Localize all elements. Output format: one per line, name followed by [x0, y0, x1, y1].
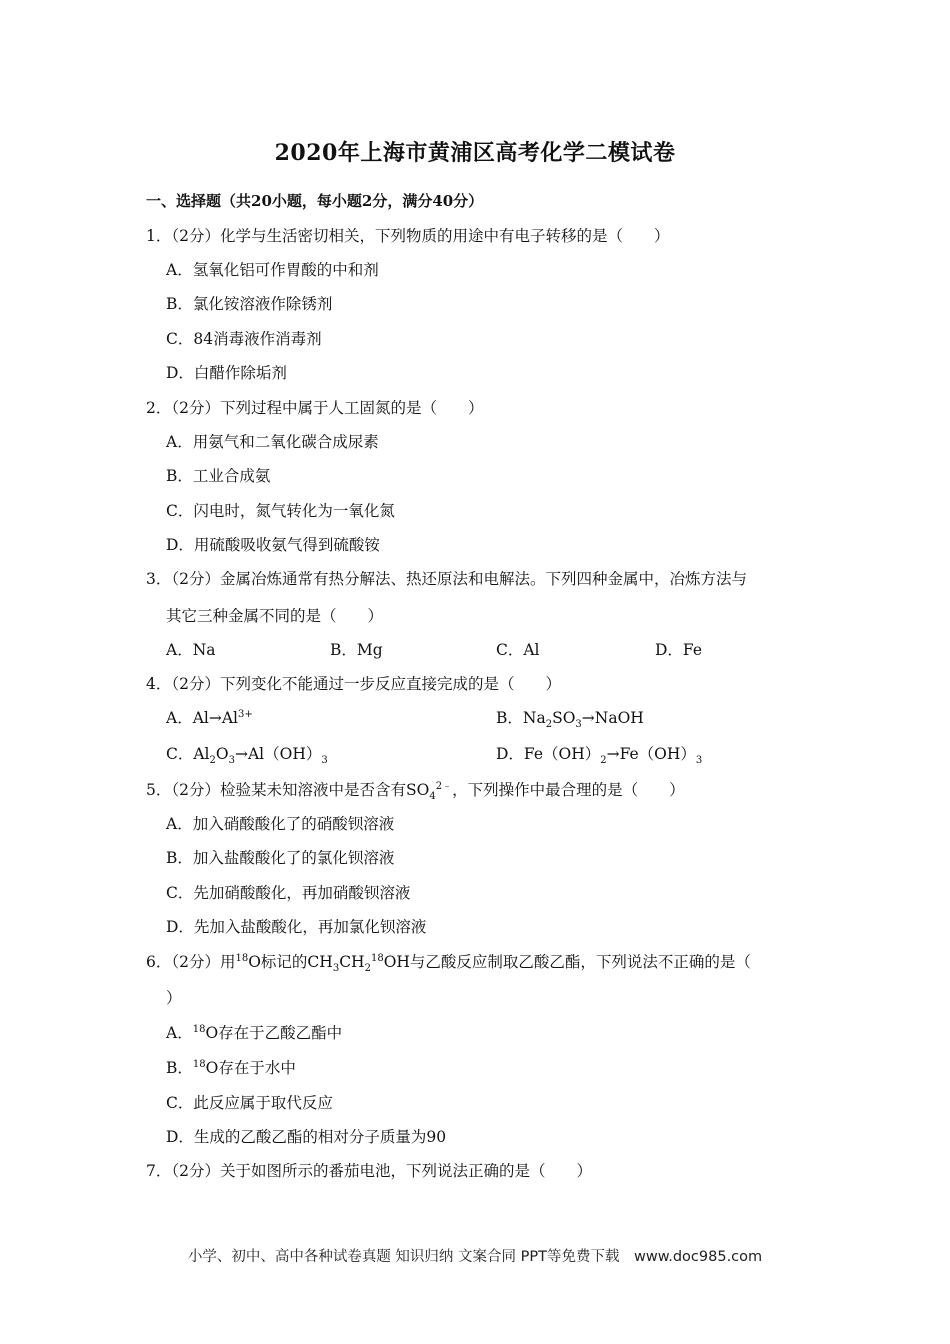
question-5-stem: 5．（2分）检验某未知溶液中是否含有$SO_4^{2﹣}$，下列操作中最合理的是（ ）	[146, 780, 685, 803]
question-2-option-c: C．闪电时，氮气转化为一氧化氮	[166, 502, 395, 520]
question-4-option-a: A．$Al\to Al^{3+}$	[166, 708, 253, 727]
question-3-stem-line-1: 3．（2分）金属冶炼通常有热分解法、热还原法和电解法。下列四种金属中，冶炼方法与	[146, 570, 747, 588]
question-5-option-a: A．加入硝酸酸化了的硝酸钡溶液	[166, 815, 395, 833]
question-5-option-b: B．加入盐酸酸化了的氯化钡溶液	[166, 849, 395, 867]
question-1-stem: 1．（2分）化学与生活密切相关，下列物质的用途中有电子转移的是（ ）	[146, 227, 670, 245]
question-6-option-b: B．$^{18}$O存在于水中	[166, 1058, 296, 1077]
question-4-stem: 4．（2分）下列变化不能通过一步反应直接完成的是（ ）	[146, 675, 561, 693]
question-3-option-a: A．Na	[166, 641, 216, 659]
question-6-option-c: C．此反应属于取代反应	[166, 1094, 333, 1112]
question-3-option-c: C．Al	[496, 641, 540, 659]
question-3-option-d: D．Fe	[655, 641, 703, 659]
section-heading: 一、选择题（共20小题，每小题2分，满分40分）	[146, 192, 484, 210]
question-1-option-a: A．氢氧化铝可作胃酸的中和剂	[166, 261, 379, 279]
question-6-stem-line-2: ）	[166, 989, 182, 1007]
question-5-option-c: C．先加硝酸酸化，再加硝酸钡溶液	[166, 884, 411, 902]
question-4-option-d: D．$Fe(OH)_2\to Fe(OH)_3$	[496, 745, 703, 767]
question-6-option-d: D．生成的乙酸乙酯的相对分子质量为90	[166, 1128, 447, 1146]
question-1-option-b: B．氯化铵溶液作除锈剂	[166, 295, 333, 313]
question-2-option-a: A．用氨气和二氧化碳合成尿素	[166, 433, 379, 451]
question-2-option-d: D．用硫酸吸收氨气得到硫酸铵	[166, 536, 380, 554]
page-title: 2020年上海市黄浦区高考化学二模试卷	[274, 140, 676, 166]
question-7-stem: 7．（2分）关于如图所示的番茄电池，下列说法正确的是（ ）	[146, 1162, 592, 1180]
question-1-option-c: C．84消毒液作消毒剂	[166, 330, 322, 348]
question-3-stem-line-2: 其它三种金属不同的是（ ）	[166, 607, 384, 625]
footer-text: 小学、初中、高中各种试卷真题 知识归纳 文案合同 PPT等免费下载 www.doc985.com	[187, 1249, 763, 1265]
question-4-option-b: B．$Na_2SO_3\to NaOH$	[496, 709, 644, 731]
question-5-option-d: D．先加入盐酸酸化，再加氯化钡溶液	[166, 918, 427, 936]
question-6-option-a: A．$^{18}$O存在于乙酸乙酯中	[166, 1023, 343, 1042]
question-4-option-c: C．$Al_2O_3\to Al(OH)_3$	[166, 745, 328, 767]
question-3-option-b: B．Mg	[330, 641, 383, 659]
question-1-option-d: D．白醋作除垢剂	[166, 364, 287, 382]
question-6-stem-line-1: 6．（2分）用$^{18}$O标记的$CH_3CH_2^{18}OH$与乙酸反应制取乙酸乙酯，下列说法不正确的是（	[146, 952, 751, 975]
question-2-stem: 2．（2分）下列过程中属于人工固氮的是（ ）	[146, 399, 484, 417]
question-2-option-b: B．工业合成氨	[166, 467, 271, 485]
